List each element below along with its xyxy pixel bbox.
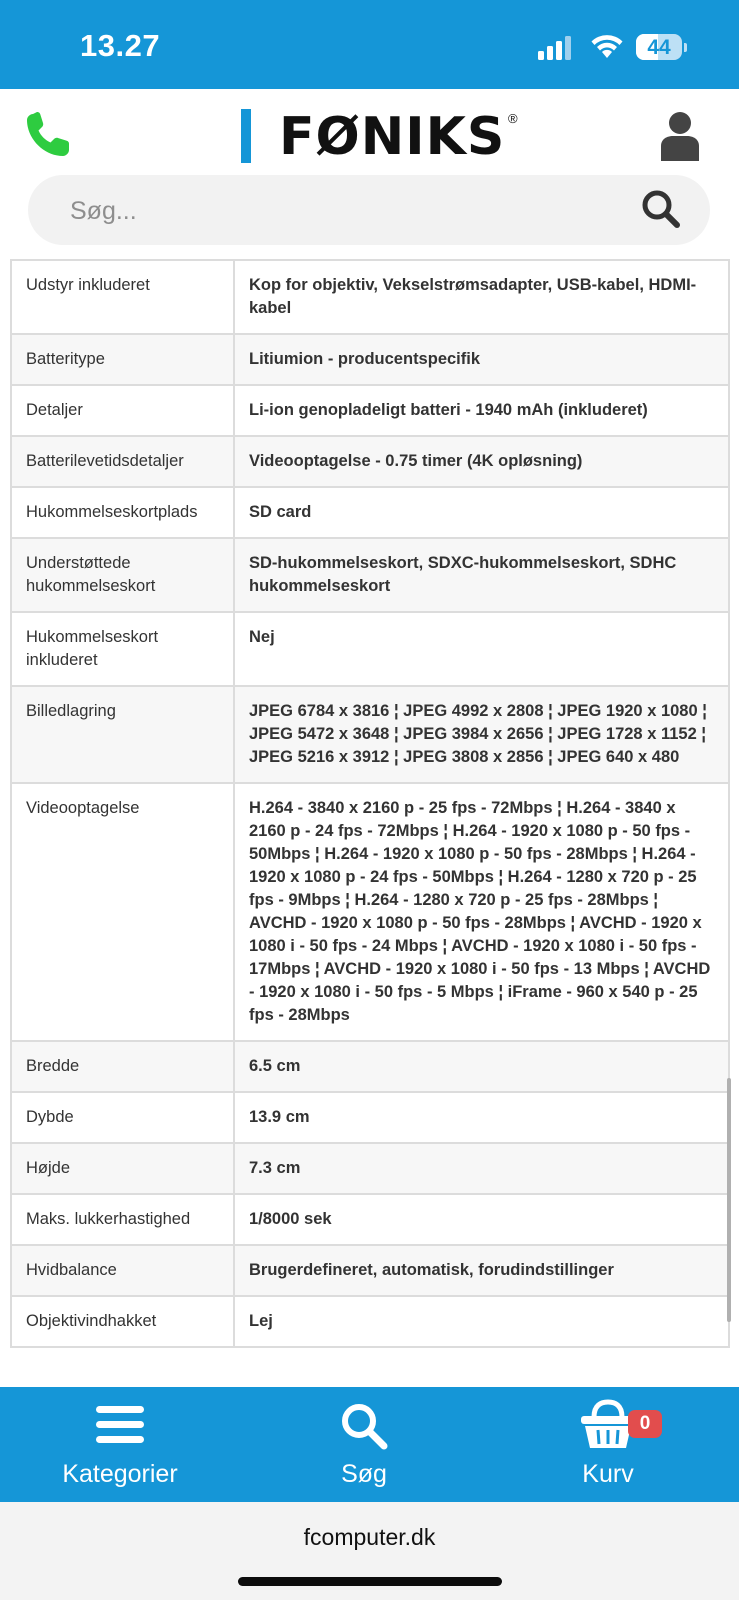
brand-name: FØNIKS xyxy=(279,107,506,167)
spec-label: Understøttede hukommelseskort xyxy=(11,538,234,612)
user-account-icon[interactable] xyxy=(659,111,701,161)
spec-row xyxy=(11,1143,729,1194)
url-text[interactable]: fcomputer.dk xyxy=(303,1524,436,1550)
spec-row xyxy=(11,1245,729,1296)
spec-value: JPEG 6784 x 3816 ¦ JPEG 4992 x 2808 ¦ JPEG 1920 x 1080 ¦ JPEG 5472 x 3648 ¦ JPEG 3984 x 2656 ¦ JPEG 1728 x 1152 ¦ JPEG 5216 x 3912 ¦ JPEG 3808 x 2856 ¦ JPEG 640 x 480 xyxy=(234,686,729,783)
tab-search-label: Søg xyxy=(341,1460,387,1488)
spec-label: Batterilevetidsdetaljer xyxy=(11,436,234,487)
spec-label: Videooptagelse xyxy=(11,783,234,1041)
spec-value: 13.9 cm xyxy=(234,1092,729,1143)
battery-level: 44 xyxy=(647,36,671,59)
spec-row xyxy=(11,1296,729,1347)
spec-value: Videooptagelse - 0.75 timer (4K opløsning) xyxy=(234,436,729,487)
spec-label: Maks. lukkerhastighed xyxy=(11,1194,234,1245)
spec-row xyxy=(11,260,729,334)
spec-value: SD card xyxy=(234,487,729,538)
spec-value: H.264 - 3840 x 2160 p - 25 fps - 72Mbps ¦ H.264 - 3840 x 2160 p - 24 fps - 72Mbps ¦ H.264 - 1920 x 1080 p - 50 fps - 50Mbps ¦ H.264 - 1920 x 1080 p - 50 fps - 28Mbps ¦ H.264 - 1920 x 1080 p - 24 fps - 50Mbps ¦ H.264 - 1280 x 720 p - 25 fps - 9Mbps ¦ H.264 - 1280 x 720 p - 25 fps - 28Mbps ¦ AVCHD - 1920 x 1080 p - 50 fps - 28Mbps ¦ AVCHD - 1920 x 1080 i - 50 fps - 24 Mbps ¦ AVCHD - 1920 x 1080 i - 50 fps - 17Mbps ¦ AVCHD - 1920 x 1080 i - 50 fps - 13 Mbps ¦ AVCHD - 1920 x 1080 i - 50 fps - 5 Mbps ¦ iFrame - 960 x 540 p - 25 fps - 28Mbps xyxy=(234,783,729,1041)
search-icon[interactable] xyxy=(640,188,682,230)
spec-label: Højde xyxy=(11,1143,234,1194)
wifi-icon xyxy=(590,33,624,59)
spec-value: Nej xyxy=(234,612,729,686)
cart-count-badge: 0 xyxy=(628,1410,662,1438)
cellular-signal-icon xyxy=(538,36,574,60)
search-icon xyxy=(339,1401,389,1451)
scrollbar[interactable] xyxy=(727,1078,731,1322)
spec-row xyxy=(11,1194,729,1245)
logo-bar xyxy=(241,109,251,163)
spec-label: Detaljer xyxy=(11,385,234,436)
home-indicator[interactable] xyxy=(238,1577,502,1586)
spec-label: Billedlagring xyxy=(11,686,234,783)
spec-row xyxy=(11,436,729,487)
battery-indicator xyxy=(636,34,686,62)
spec-row xyxy=(11,686,729,783)
browser-url-bar[interactable] xyxy=(0,1502,739,1600)
spec-label: Batteritype xyxy=(11,334,234,385)
tab-categories[interactable] xyxy=(20,1387,220,1502)
spec-value: 6.5 cm xyxy=(234,1041,729,1092)
spec-label: Udstyr inkluderet xyxy=(11,260,234,334)
search-bar[interactable] xyxy=(28,175,710,245)
spec-label: Objektivindhakket xyxy=(11,1296,234,1347)
spec-value: Li-ion genopladeligt batteri - 1940 mAh (inkluderet) xyxy=(234,385,729,436)
bottom-tab-bar xyxy=(0,1387,739,1502)
phone-icon[interactable] xyxy=(24,111,72,159)
spec-row xyxy=(11,385,729,436)
spec-value: Brugerdefineret, automatisk, forudindstillinger xyxy=(234,1245,729,1296)
spec-value: SD-hukommelseskort, SDXC-hukommelseskort, SDHC hukommelseskort xyxy=(234,538,729,612)
tab-cart-label: Kurv xyxy=(582,1460,634,1488)
status-bar xyxy=(0,0,739,89)
site-header xyxy=(0,89,739,259)
spec-value: Litiumion - producentspecifik xyxy=(234,334,729,385)
registered-mark: ® xyxy=(508,111,518,126)
spec-table xyxy=(10,259,730,1348)
spec-row xyxy=(11,487,729,538)
spec-row xyxy=(11,612,729,686)
spec-value: Kop for objektiv, Vekselstrømsadapter, USB-kabel, HDMI-kabel xyxy=(234,260,729,334)
hamburger-menu-icon xyxy=(96,1405,144,1445)
spec-row xyxy=(11,1041,729,1092)
spec-label: Bredde xyxy=(11,1041,234,1092)
tab-search[interactable] xyxy=(264,1387,464,1502)
status-time: 13.27 xyxy=(80,28,161,63)
spec-label: Hukommelseskort inkluderet xyxy=(11,612,234,686)
spec-label: Hukommelseskortplads xyxy=(11,487,234,538)
spec-value: Lej xyxy=(234,1296,729,1347)
spec-row xyxy=(11,783,729,1041)
spec-value: 7.3 cm xyxy=(234,1143,729,1194)
spec-value: 1/8000 sek xyxy=(234,1194,729,1245)
spec-row xyxy=(11,1092,729,1143)
spec-label: Hvidbalance xyxy=(11,1245,234,1296)
spec-table-container xyxy=(0,259,739,1387)
tab-cart[interactable] xyxy=(508,1387,708,1502)
search-input[interactable]: Søg... xyxy=(70,197,137,225)
spec-row xyxy=(11,538,729,612)
spec-row xyxy=(11,334,729,385)
tab-categories-label: Kategorier xyxy=(62,1460,178,1488)
spec-label: Dybde xyxy=(11,1092,234,1143)
